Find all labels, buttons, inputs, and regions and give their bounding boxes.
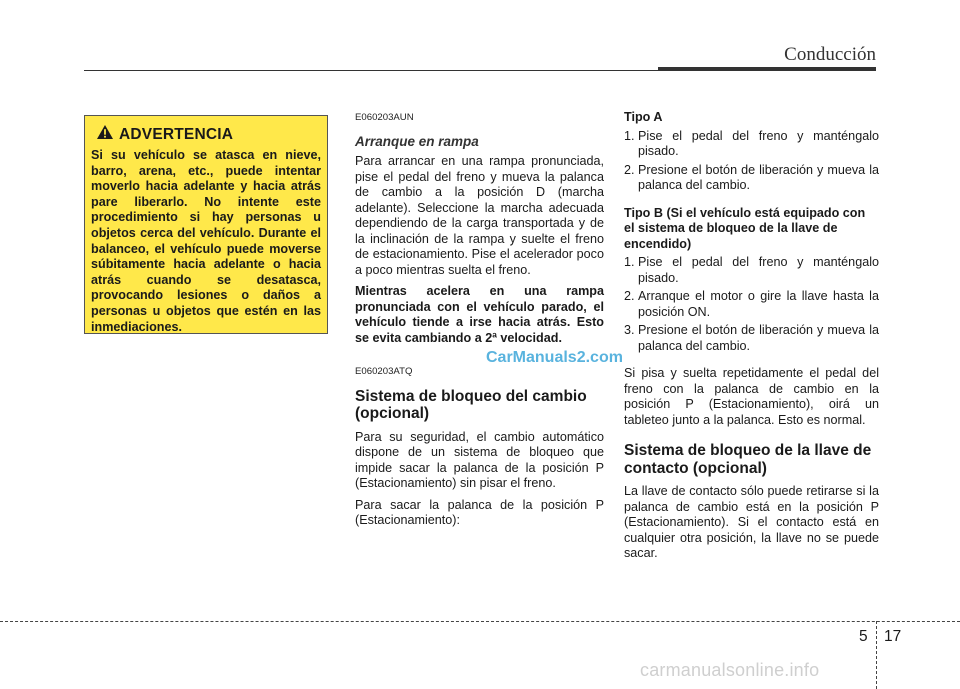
middle-column [355, 110, 604, 535]
list-item [624, 255, 879, 286]
type-b-label: Tipo B (Si el vehículo está equipado con el sistema de bloqueo de la llave de encendido) [624, 205, 866, 251]
section-code: E060203ATQ [355, 366, 413, 377]
watermark: CarManuals2.com [486, 349, 623, 366]
list-item [624, 163, 879, 194]
list-text: Pise el pedal del freno y manténgalo pisado. [638, 255, 879, 285]
list-text: Pise el pedal del freno y manténgalo pisado. [638, 128, 879, 158]
header-divider-thick [658, 67, 876, 71]
list-number: 3. [624, 323, 635, 337]
section-code: E060203AUN [355, 112, 414, 123]
chapter-number: 5 [859, 628, 868, 645]
list-item [624, 289, 879, 320]
heading-shift-lock: Sistema de bloqueo del cambio (opcional) [355, 387, 587, 422]
page-number: 17 [884, 628, 902, 645]
list-text: Arranque el motor o gire la llave hasta la posición ON. [638, 289, 879, 319]
list-number: 1. [624, 128, 635, 143]
header-divider-thin [84, 70, 658, 71]
warning-title: ADVERTENCIA [119, 125, 234, 143]
paragraph: Si pisa y suelta repetidamente el pedal del freno con la palanca de cambio en la posición P (Estacionamiento), oirá un tableteo junto a la palanca. Esto es normal. [624, 366, 879, 427]
list-number: 1. [624, 255, 635, 269]
paragraph: La llave de contacto sólo puede retirarse si la palanca de cambio está en la posición P (Estacionamiento). Si el contacto está en cualquier otra posición, la llave no se puede sacar. [624, 484, 879, 560]
warning-header [91, 124, 321, 145]
list-text: Presione el botón de liberación y mueva la palanca del cambio. [638, 162, 879, 192]
section-title: Conducción [784, 44, 876, 65]
footer-page-separator [876, 621, 877, 689]
warning-triangle-icon [96, 124, 114, 145]
subheading-hill-start: Arranque en rampa [355, 133, 479, 149]
paragraph: Para su seguridad, el cambio automático dispone de un sistema de bloqueo que impide sacar la palanca de la posición P (Estacionamiento) sin pisar el freno. [355, 429, 604, 490]
list-type-b [624, 255, 879, 354]
list-type-a [624, 129, 879, 194]
list-item [624, 323, 879, 354]
list-item [624, 129, 879, 160]
footer-divider [0, 621, 960, 622]
list-number: 2. [624, 289, 635, 303]
paragraph: Para sacar la palanca de la posición P (Estacionamiento): [355, 497, 604, 527]
list-number: 2. [624, 162, 635, 177]
heading-key-lock: Sistema de bloqueo de la llave de contacto (opcional) [624, 442, 872, 477]
site-watermark: carmanualsonline.info [640, 660, 820, 680]
right-column [624, 110, 879, 568]
list-text: Presione el botón de liberación y mueva la palanca del cambio. [638, 323, 879, 353]
warning-text: Si su vehículo se atasca en nieve, barro, arena, etc., puede intentar moverlo hacia adelante y hacia atrás pare liberarlo. No intente este procedimiento si hay personas u objetos cerca del vehículo. Durante el balanceo, el vehículo puede moverse súbitamente hacia adelante o hacia atrás cuando se desatasca, provocando lesiones o daños a personas u objetos que estén en las inmediaciones. [91, 148, 321, 334]
type-a-label: Tipo A [624, 110, 663, 124]
paragraph: Para arrancar en una rampa pronunciada, pise el pedal del freno y mueva la palanca de cambio a la posición D (marcha adelante). Seleccione la marcha adecuada dependiendo de la carga transportada y de la inclinación de la rampa y suelte el freno de estacionamiento. Pise el acelerador poco a poco mientras suelta el freno. [355, 154, 604, 277]
warning-box [84, 115, 328, 334]
paragraph-bold: Mientras acelera en una rampa pronunciada con el vehículo parado, el vehículo tiende a irse hacia atrás. Esto se evita cambiando a 2ª velocidad. [355, 284, 604, 345]
